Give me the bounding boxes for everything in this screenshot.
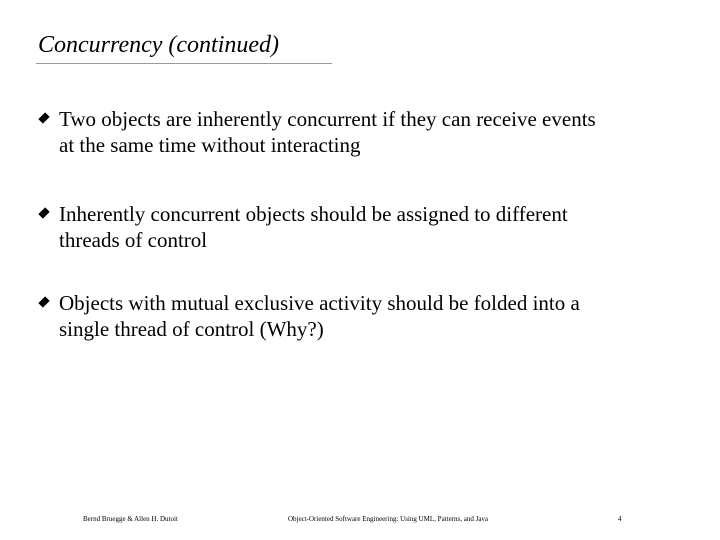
bullet-line: single thread of control (Why?) <box>59 317 324 341</box>
bullet-line: Objects with mutual exclusive activity should be folded into a <box>59 291 580 315</box>
bullet-text <box>59 106 699 158</box>
title-underline <box>36 63 332 64</box>
footer-authors: Bernd Bruegge & Allen H. Dutoit <box>83 515 178 523</box>
bullet-text <box>59 290 699 342</box>
bullet-line: threads of control <box>59 228 208 252</box>
diamond-bullet-icon <box>38 296 49 307</box>
footer-book-title: Object-Oriented Software Engineering: Using UML, Patterns, and Java <box>288 515 489 523</box>
bullet-text <box>59 201 699 253</box>
bullet-line: at the same time without interacting <box>59 133 361 157</box>
bullet-line: Inherently concurrent objects should be assigned to different <box>59 202 568 226</box>
diamond-bullet-icon <box>38 207 49 218</box>
page-number: 4 <box>618 515 622 523</box>
diamond-bullet-icon <box>38 112 49 123</box>
slide-title: Concurrency (continued) <box>38 32 280 58</box>
bullet-line: Two objects are inherently concurrent if they can receive events <box>59 107 596 131</box>
